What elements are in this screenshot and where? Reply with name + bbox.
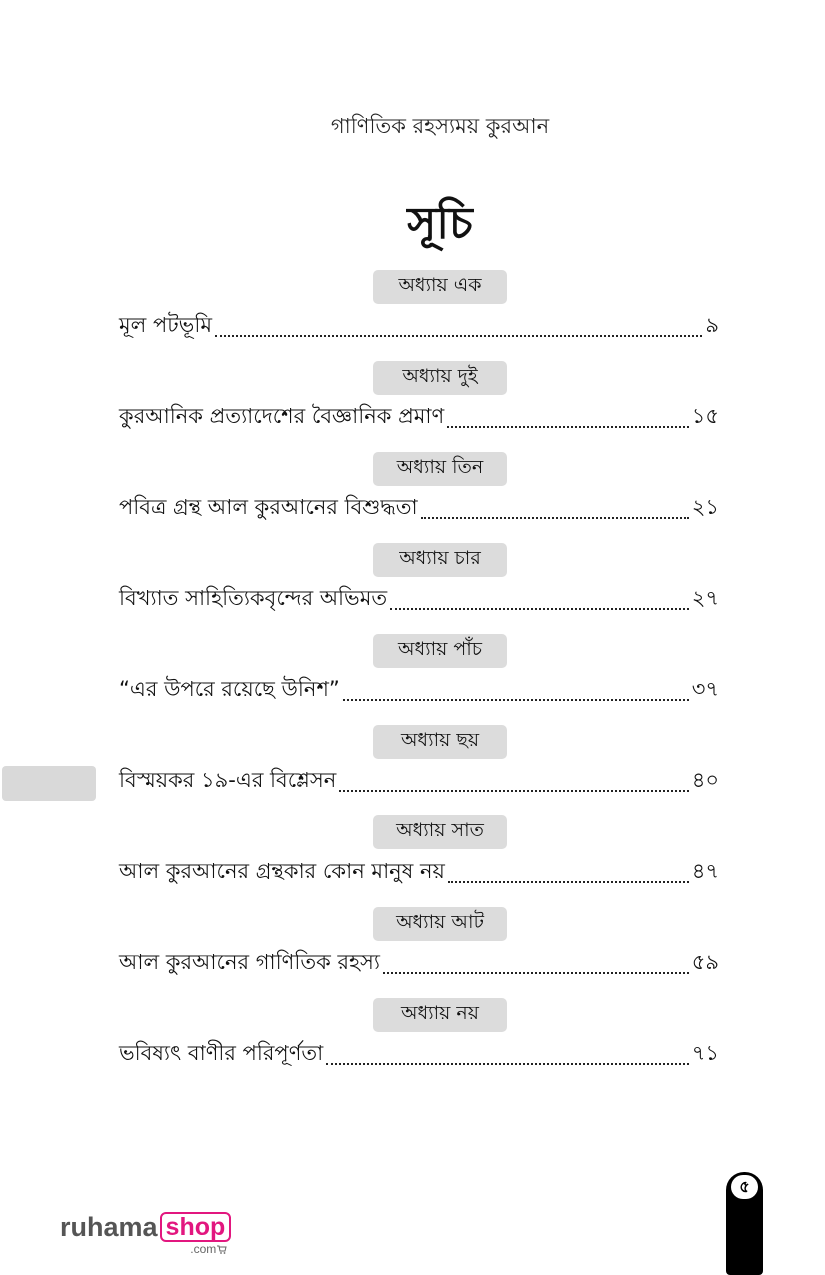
toc-title: সূচি — [407, 198, 473, 249]
running-title: গাণিতিক রহস্যময় কুরআন — [330, 114, 550, 138]
toc-entry[interactable] — [119, 403, 719, 435]
toc-entry-title: আল কুরআনের গাণিতিক রহস্য — [119, 950, 380, 974]
toc-entry-title: মূল পটভূমি — [119, 313, 212, 337]
toc-entry-page: ৯ — [705, 313, 719, 337]
dot-leader — [383, 972, 689, 974]
chapter-label: অধ্যায় এক — [373, 270, 507, 304]
logo-text-left: ruhama — [60, 1212, 158, 1242]
toc-entry-page: ৭১ — [691, 1041, 719, 1065]
chapter-label: অধ্যায় দুই — [373, 361, 507, 395]
dot-leader — [326, 1063, 688, 1065]
dot-leader — [215, 335, 702, 337]
dot-leader — [390, 608, 689, 610]
toc-entry-page: ২৭ — [691, 586, 719, 610]
ruhamashop-logo — [60, 1212, 231, 1258]
logo-text-right: shop — [160, 1212, 232, 1242]
toc-entry-title: পবিত্র গ্রন্থ আল কুরআনের বিশুদ্ধতা — [119, 495, 418, 519]
side-thumb-tab — [2, 766, 96, 801]
toc-entry[interactable] — [119, 585, 719, 617]
chapter-label: অধ্যায় ছয় — [373, 725, 507, 759]
dot-leader — [339, 790, 688, 792]
chapter-label: অধ্যায় সাত — [373, 815, 507, 849]
toc-entry[interactable] — [119, 858, 719, 890]
cart-icon — [217, 1245, 227, 1254]
dot-leader — [343, 699, 689, 701]
toc-entry-page: ২১ — [691, 495, 719, 519]
toc-entry-page: ৩৭ — [691, 677, 719, 701]
toc-entry-page: ৫৯ — [691, 950, 719, 974]
toc-entry-title: বিস্ময়কর ১৯-এর বিশ্লেসন — [119, 768, 337, 792]
toc-entry[interactable] — [119, 676, 719, 708]
page-number: ৫ — [731, 1175, 758, 1199]
toc-entry[interactable] — [119, 1040, 719, 1072]
toc-entry[interactable] — [119, 767, 719, 799]
toc-entry-page: ৪৭ — [691, 859, 719, 883]
chapter-label: অধ্যায় পাঁচ — [373, 634, 507, 668]
chapter-label: অধ্যায় আট — [373, 907, 507, 941]
toc-entry[interactable] — [119, 312, 719, 344]
toc-entry-page: ৪০ — [691, 768, 719, 792]
toc-entry-title: আল কুরআনের গ্রন্থকার কোন মানুষ নয় — [119, 859, 445, 883]
chapter-label: অধ্যায় তিন — [373, 452, 507, 486]
chapter-label: অধ্যায় চার — [373, 543, 507, 577]
toc-entry[interactable] — [119, 494, 719, 526]
dot-leader — [421, 517, 689, 519]
toc-entry-title: বিখ্যাত সাহিত্যিকবৃন্দের অভিমত — [119, 586, 388, 610]
dot-leader — [448, 881, 689, 883]
toc-entry-title: “এর উপরে রয়েছে উনিশ” — [119, 677, 340, 701]
chapter-label: অধ্যায় নয় — [373, 998, 507, 1032]
logo-domain: .com — [190, 1242, 227, 1256]
dot-leader — [447, 426, 689, 428]
toc-entry[interactable] — [119, 949, 719, 981]
toc-entry-page: ১৫ — [691, 404, 719, 428]
toc-entry-title: কুরআনিক প্রত্যাদেশের বৈজ্ঞানিক প্রমাণ — [119, 404, 445, 428]
toc-entry-title: ভবিষ্যৎ বাণীর পরিপূর্ণতা — [119, 1041, 324, 1065]
